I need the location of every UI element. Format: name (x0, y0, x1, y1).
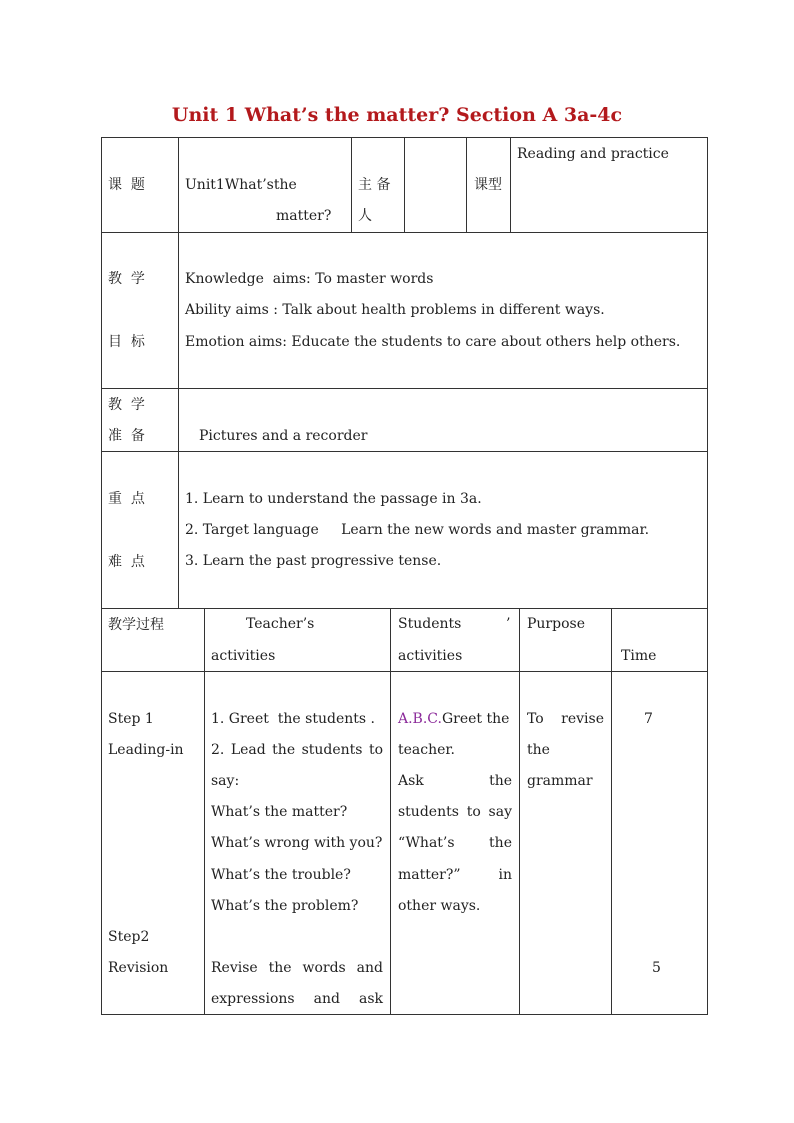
student-greet-text: Greet the (441, 711, 510, 727)
step1-purpose-line: grammar (527, 773, 593, 789)
col-divider (611, 608, 612, 1015)
purpose-header: Purpose (527, 616, 585, 632)
objectives-label-line2: 目 标 (108, 334, 145, 350)
student-group-abc: A.B.C. (398, 711, 442, 727)
lesson-type-label: 课型 (474, 177, 502, 193)
step2-name: Step2 (108, 929, 150, 945)
col-divider (510, 137, 511, 232)
row-divider (101, 671, 708, 672)
preparer-label: 主 备 (358, 177, 391, 193)
student-activities-header-line2: activities (398, 648, 463, 664)
teacher-activities-header: Teacher’s (246, 616, 315, 632)
step1-student-line-1 (398, 709, 509, 729)
row-divider (101, 451, 708, 452)
step1-student-line: Ask the (398, 773, 512, 789)
key-point-2: 2. Target language Learn the new words and master grammar. (185, 522, 650, 538)
step2-label: Revision (108, 960, 169, 976)
lesson-type-value: Reading and practice (517, 146, 669, 162)
knowledge-aims: Knowledge aims: To master words (185, 271, 434, 287)
step1-teacher-line: What’s the problem? (211, 898, 359, 914)
process-header-label: 教学过程 (108, 617, 164, 633)
col-divider (204, 608, 205, 1015)
difficult-points-label: 难 点 (108, 554, 145, 570)
topic-value-line2: matter? (276, 208, 332, 224)
topic-label: 课 题 (108, 177, 145, 193)
step1-time: 7 (644, 711, 653, 727)
time-header: Time (621, 648, 657, 664)
step1-purpose-line: the (527, 742, 550, 758)
row-divider (101, 388, 708, 389)
step1-label: Leading-in (108, 742, 184, 758)
row-divider (101, 232, 708, 233)
key-point-3: 3. Learn the past progressive tense. (185, 553, 442, 569)
step1-student-line: matter?” in (398, 867, 512, 883)
col-divider (404, 137, 405, 232)
row-divider (101, 608, 708, 609)
step1-teacher-line: 1. Greet the students . (211, 711, 375, 727)
preparer-label-line2: 人 (358, 208, 372, 224)
step1-purpose-line: To revise (527, 711, 604, 727)
page-title: Unit 1 What’s the matter? Section A 3a-4c (171, 104, 623, 126)
preparation-label: 教 学 (108, 397, 145, 413)
step1-teacher-line: 2. Lead the students to (211, 742, 383, 758)
student-activities-header-apostrophe: ’ (506, 616, 511, 632)
step1-student-line: teacher. (398, 742, 456, 758)
step1-teacher-line: What’s the trouble? (211, 867, 351, 883)
col-divider (466, 137, 467, 232)
objectives-label: 教 学 (108, 271, 145, 287)
col-divider (351, 137, 352, 232)
teacher-activities-header-line2: activities (211, 648, 276, 664)
key-point-1: 1. Learn to understand the passage in 3a. (185, 491, 482, 507)
col-divider (390, 608, 391, 1015)
col-divider (178, 137, 179, 608)
step2-teacher-line: Revise the words and (211, 960, 383, 976)
step2-time: 5 (652, 960, 661, 976)
preparation-label-line2: 准 备 (108, 428, 145, 444)
step1-student-line: “What’s the (398, 835, 512, 851)
step1-teacher-line: What’s wrong with you? (211, 835, 383, 851)
step1-student-line: students to say (398, 804, 512, 820)
student-activities-header: Students (398, 616, 462, 632)
step1-student-line: other ways. (398, 898, 481, 914)
step2-teacher-line: expressions and ask (211, 991, 383, 1007)
ability-aims: Ability aims : Talk about health problems in different ways. (185, 302, 605, 318)
preparation-value: Pictures and a recorder (199, 428, 368, 444)
step1-teacher-line: say: (211, 773, 240, 789)
col-divider (519, 608, 520, 1015)
key-points-label: 重 点 (108, 491, 145, 507)
topic-value-line1: Unit1What’sthe (185, 177, 297, 193)
step1-name: Step 1 (108, 711, 154, 727)
step1-teacher-line: What’s the matter? (211, 804, 348, 820)
emotion-aims: Emotion aims: Educate the students to care about others help others. (185, 334, 681, 350)
